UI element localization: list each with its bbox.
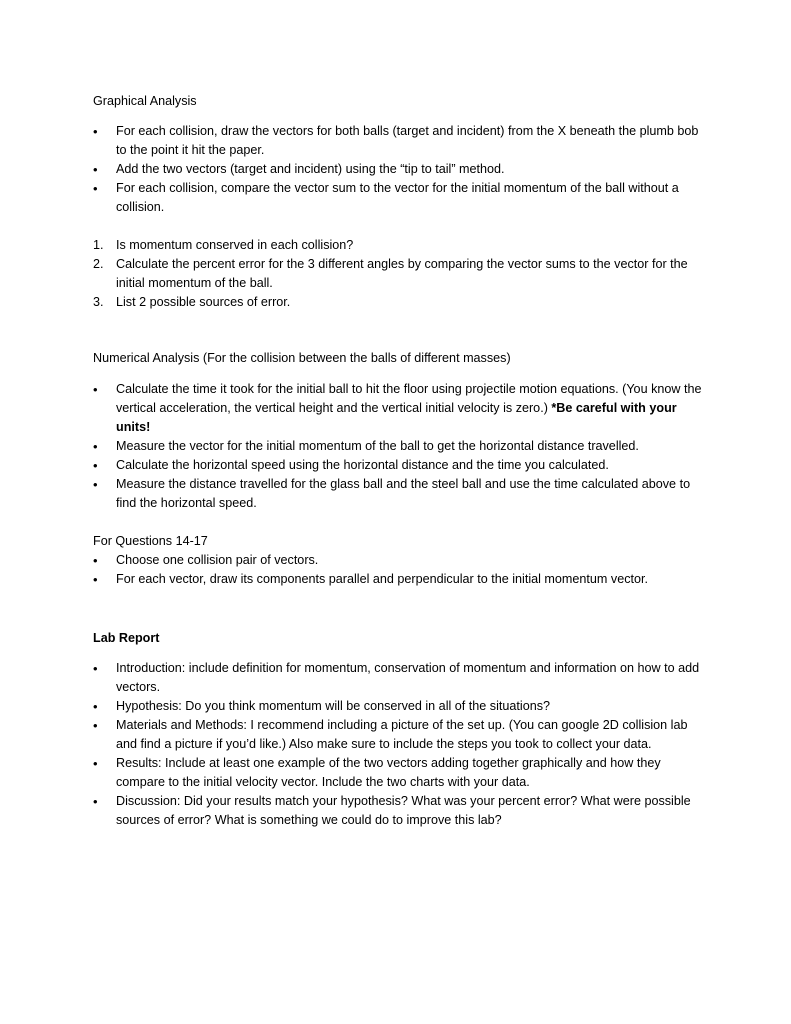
graphical-analysis-heading: Graphical Analysis bbox=[93, 94, 197, 108]
lab-report-list bbox=[93, 659, 703, 830]
list-item: • Add the two vectors (target and incident) using the “tip to tail” method. bbox=[93, 160, 703, 179]
list-item: • Materials and Methods: I recommend including a picture of the set up. (You can google 2D collision lab and find a picture if you’d like.) Also make sure to include the steps you took to collect your data. bbox=[93, 716, 703, 754]
question-text: List 2 possible sources of error. bbox=[116, 295, 291, 309]
list-item bbox=[93, 380, 703, 437]
list-item: • Introduction: include definition for momentum, conservation of momentum and information on how to add vectors. bbox=[93, 659, 703, 697]
questions-14-17-heading: For Questions 14-17 bbox=[93, 534, 208, 548]
units-warning: *Be careful with your units! bbox=[116, 401, 677, 434]
list-item: • For each collision, compare the vector sum to the vector for the initial momentum of the ball without a collision. bbox=[93, 179, 703, 217]
question-text: Is momentum conserved in each collision? bbox=[116, 238, 354, 252]
graphical-analysis-list bbox=[93, 122, 703, 217]
numerical-analysis-heading: Numerical Analysis (For the collision between the balls of different masses) bbox=[93, 351, 511, 365]
questions-14-17-list bbox=[93, 551, 703, 589]
list-item: • For each collision, draw the vectors for both balls (target and incident) from the X beneath the plumb bob to the point it hit the paper. bbox=[93, 122, 703, 160]
question-item bbox=[93, 293, 703, 312]
list-item: • Choose one collision pair of vectors. bbox=[93, 551, 703, 570]
list-item: • Measure the distance travelled for the glass ball and the steel ball and use the time calculated above to find the horizontal speed. bbox=[93, 475, 703, 513]
question-item bbox=[93, 236, 703, 255]
question-text: Calculate the percent error for the 3 different angles by comparing the vector sums to the vector for the initial momentum of the ball. bbox=[116, 257, 688, 290]
list-item: • Calculate the horizontal speed using the horizontal distance and the time you calculated. bbox=[93, 456, 703, 475]
question-item bbox=[93, 255, 703, 293]
list-item-text: Calculate the time it took for the initial ball to hit the floor using projectile motion equations. (You know the vertical acceleration, the vertical height and the vertical initial velocity is zero.) bbox=[116, 382, 702, 415]
question-number: 1. bbox=[93, 238, 104, 252]
lab-report-heading: Lab Report bbox=[93, 631, 160, 645]
list-item: • Results: Include at least one example of the two vectors adding together graphically and how they compare to the initial velocity vector. Include the two charts with your data. bbox=[93, 754, 703, 792]
list-item: • Hypothesis: Do you think momentum will be conserved in all of the situations? bbox=[93, 697, 703, 716]
question-number: 3. bbox=[93, 295, 104, 309]
numerical-analysis-list bbox=[93, 380, 703, 513]
question-number: 2. bbox=[93, 257, 104, 271]
graphical-questions-list bbox=[93, 236, 703, 312]
list-item: • Discussion: Did your results match your hypothesis? What was your percent error? What were possible sources of error? What is something we could do to improve this lab? bbox=[93, 792, 703, 830]
list-item: • Measure the vector for the initial momentum of the ball to get the horizontal distance travelled. bbox=[93, 437, 703, 456]
list-item: • For each vector, draw its components parallel and perpendicular to the initial momentum vector. bbox=[93, 570, 703, 589]
